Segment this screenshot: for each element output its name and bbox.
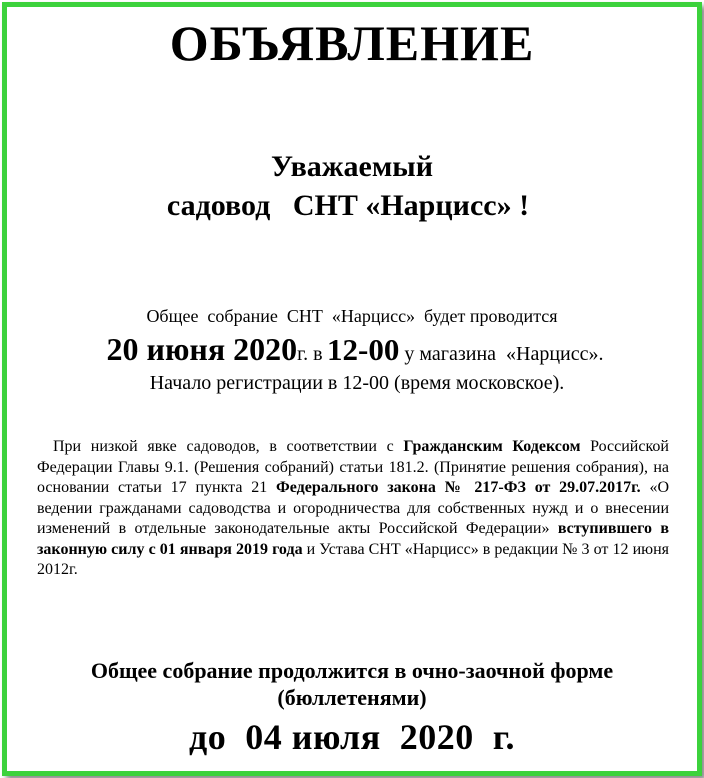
- legal-text-4: и Устава СНТ «Нарцисс» в редакции № 3 от 12 июня 2012г.: [37, 540, 670, 578]
- greeting-line-2: садовод СНТ «Нарцисс» !: [166, 189, 530, 222]
- deadline-date: до 04 июля 2020 г.: [188, 717, 516, 757]
- legal-text-3: «О ведении гражданами садоводства и огородничества для собственных нужд и о внесении изменений в отдельные законодательные акты Российской Федерации»: [37, 479, 670, 537]
- greeting-line-1: Уважаемый: [271, 150, 433, 183]
- announcement-title: ОБЪЯВЛЕНИЕ: [169, 15, 535, 71]
- meeting-place: у магазина «Нарцисс».: [399, 343, 604, 365]
- continuation-line-1: Общее собрание продолжится в очно-заочной форме: [90, 658, 614, 683]
- announcement-frame: [2, 2, 702, 776]
- legal-paragraph: [37, 437, 669, 581]
- greeting: [7, 147, 697, 225]
- continuation-line-2: (бюллетенями): [277, 685, 427, 710]
- registration-info: Начало регистрации в 12-00 (время московское).: [149, 372, 565, 394]
- meeting-date-suffix: г. в: [297, 343, 323, 365]
- legal-bold-1: Гражданским Кодексом: [403, 438, 581, 455]
- legal-bold-3: вступившего в законную силу с 01 января 2019 года: [37, 520, 669, 558]
- meeting-info: [7, 305, 697, 394]
- continuation-notice: [7, 657, 697, 711]
- meeting-date: 20 июня 2020: [106, 331, 298, 367]
- meeting-date-line: [13, 333, 697, 370]
- legal-text-2: Российской Федерации Главы 9.1. (Решения собраний) статьи 181.2. (Принятие решения собрания), на основании статьи 17 пункта 21: [37, 438, 669, 496]
- legal-text-1: При низкой явке садоводов, в соответствии с: [53, 438, 404, 455]
- meeting-intro: Общее собрание СНТ «Нарцисс» будет проводится: [146, 306, 558, 326]
- legal-bold-2: Федерального закона № 217-ФЗ от 29.07.2017г.: [276, 479, 641, 496]
- meeting-time: 12-00: [327, 332, 400, 367]
